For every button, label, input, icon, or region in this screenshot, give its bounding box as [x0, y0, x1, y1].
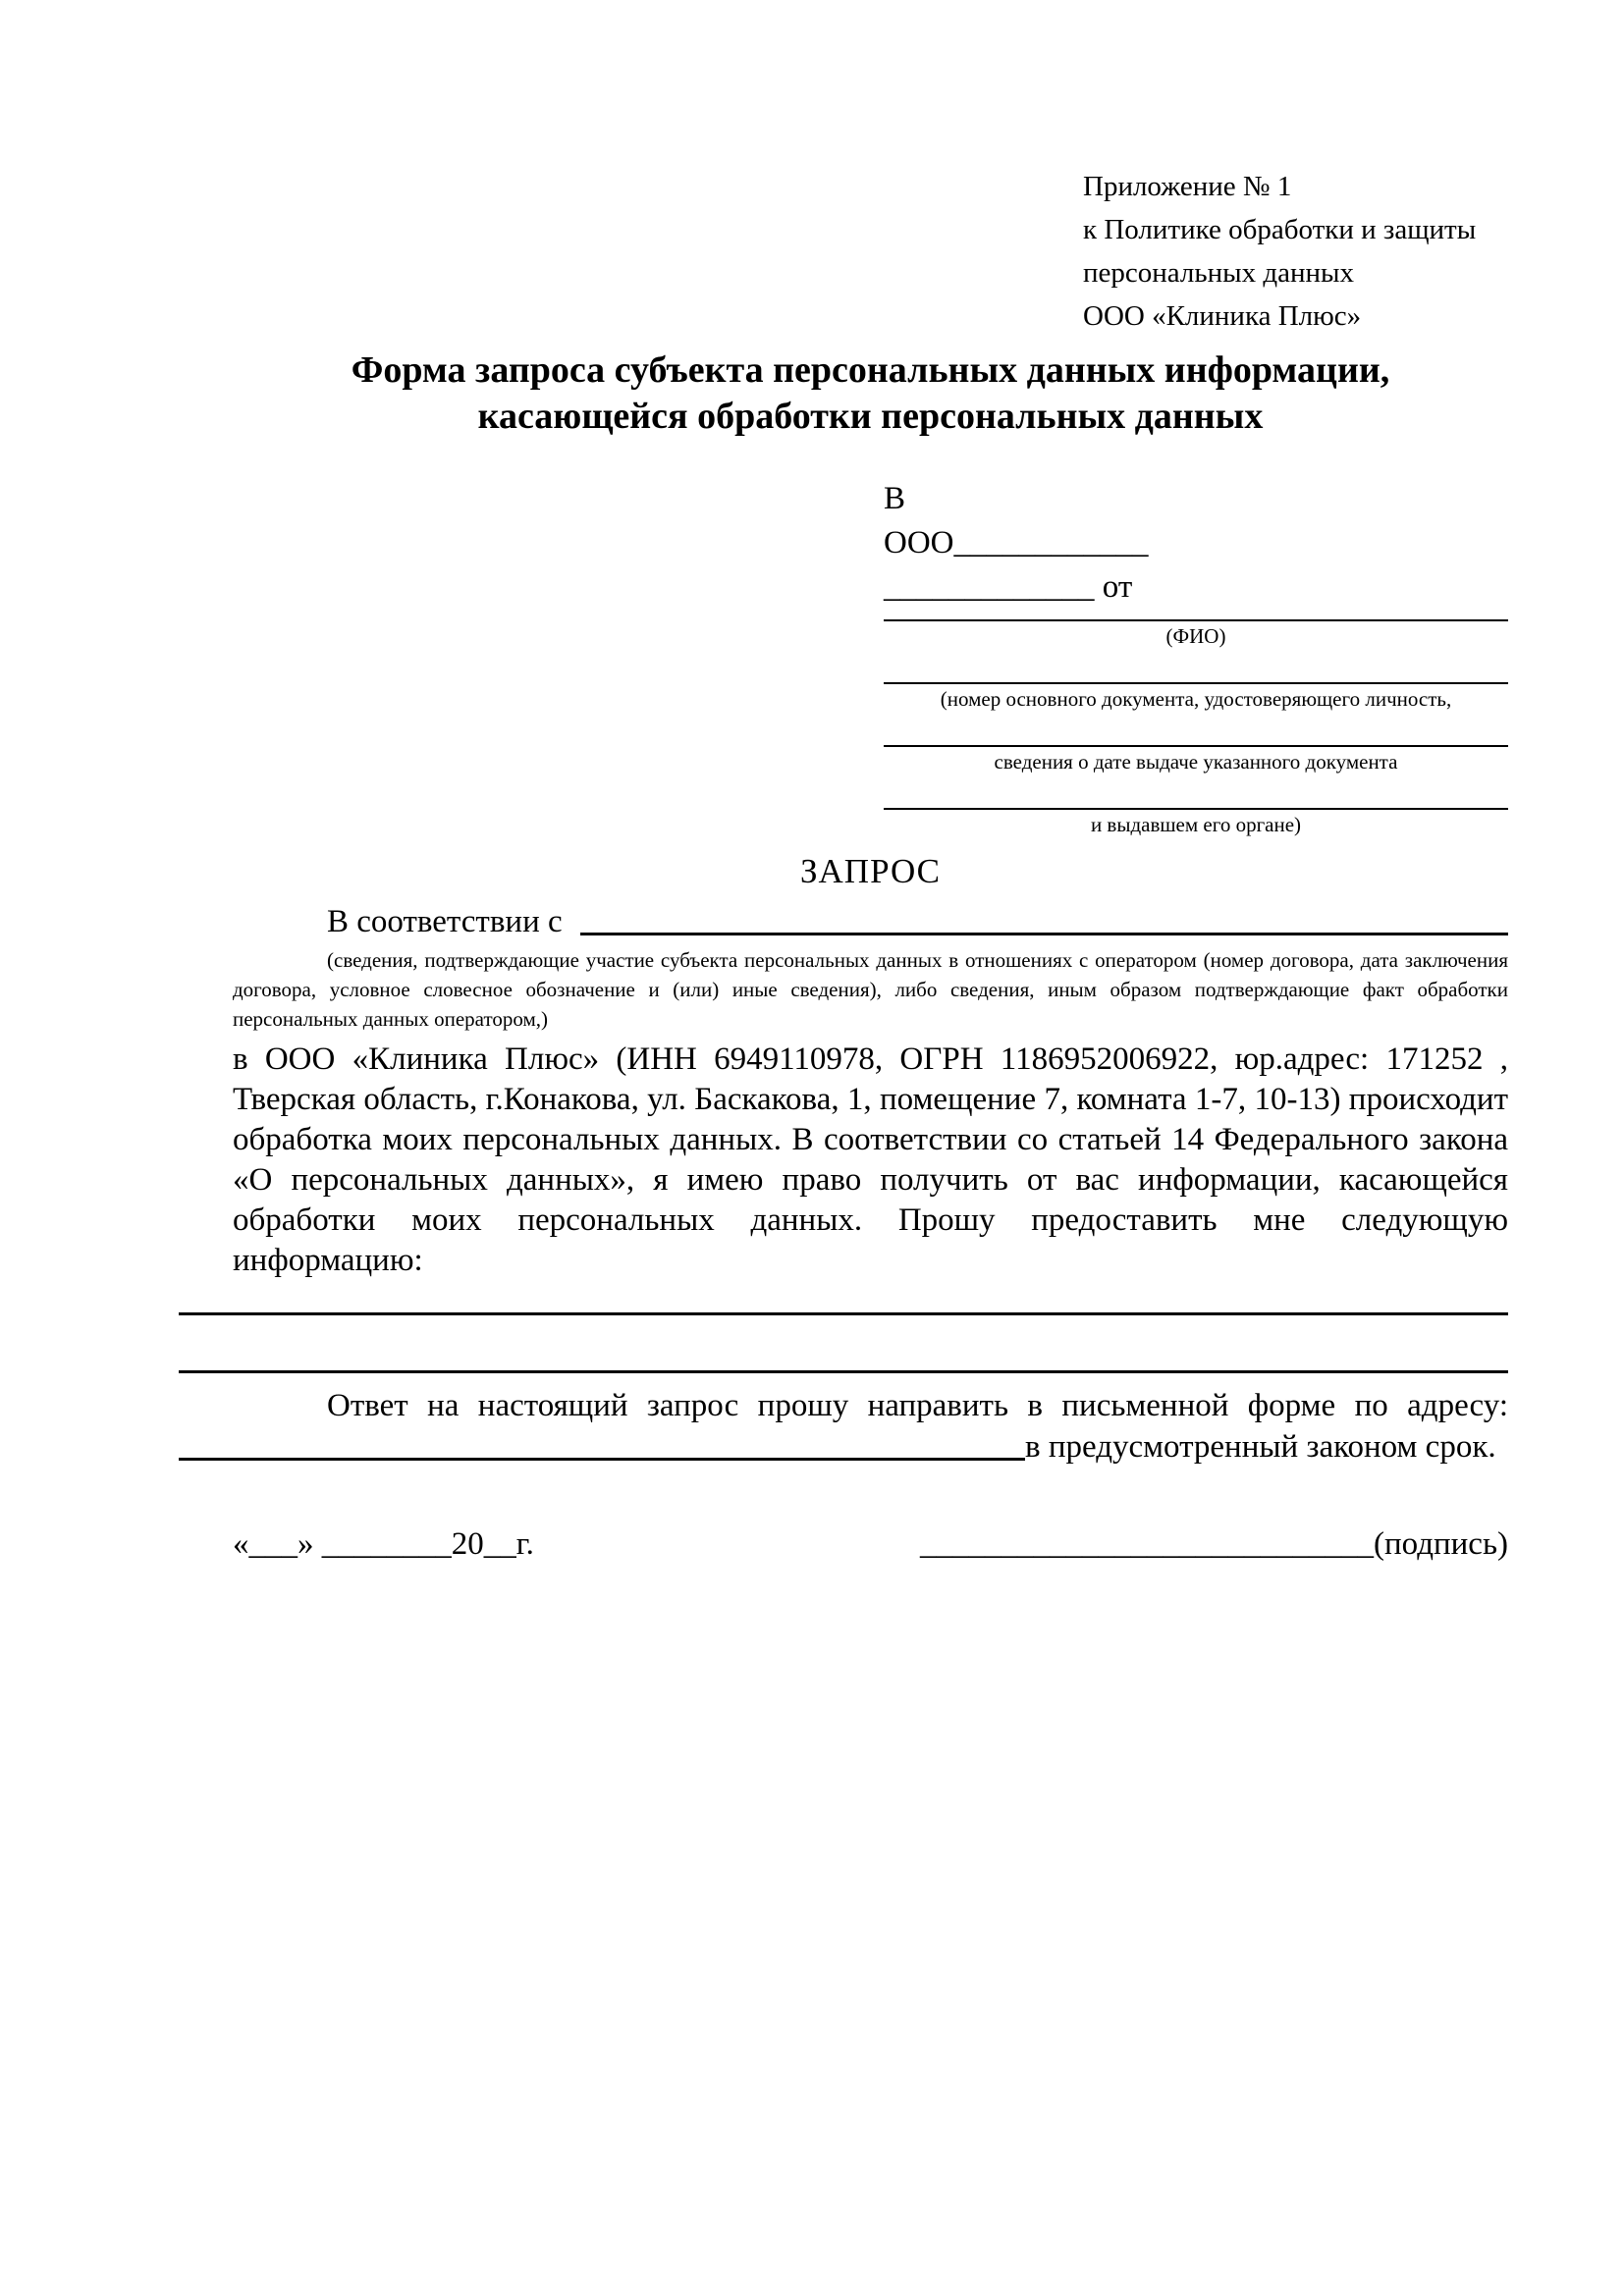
info-field-line-1: [179, 1312, 1508, 1315]
appendix-line-4: ООО «Клиника Плюс»: [1083, 300, 1362, 332]
page-title: [233, 347, 1508, 440]
appendix-line-1: Приложение № 1: [1083, 171, 1292, 202]
request-heading: ЗАПРОС: [799, 852, 942, 890]
from-label: от: [1094, 569, 1133, 605]
addressee-from-field: [884, 565, 1508, 610]
accordance-label: В соответствии с: [327, 904, 570, 939]
date-field: «___» ________20__г.: [233, 1526, 534, 1562]
addressee-ooo-field: ООО____________: [884, 525, 1149, 561]
appendix-header: [1083, 165, 1508, 338]
doc-issue-date-caption: сведения о дате выдаче указанного документа: [994, 750, 1398, 774]
doc-issue-date-field-line: [884, 714, 1508, 747]
doc-authority-field-line: [884, 776, 1508, 810]
date-signature-row: [233, 1522, 1508, 1566]
signature-caption: (подпись): [1374, 1526, 1508, 1562]
response-request-line: Ответ на настоящий запрос прошу направить в письменной форме по адресу:: [327, 1388, 1508, 1423]
addressee-block: [884, 477, 1508, 839]
doc-authority-caption: и выдавшем его органе): [1090, 813, 1302, 836]
from-field-underscores: _____________: [884, 569, 1095, 605]
accordance-field-line: [580, 900, 1508, 935]
page-title-line-1: Форма запроса субъекта персональных данных информации,: [351, 349, 1390, 391]
info-field-line-2: [179, 1370, 1508, 1373]
signature-field-line: ____________________________: [920, 1526, 1374, 1562]
appendix-line-2: к Политике обработки и защиты: [1083, 214, 1477, 245]
fio-field-line: [884, 610, 1508, 621]
legal-note: (сведения, подтверждающие участие субъекта персональных данных в отношениях с оператором (номер договора, дата заключения договора, условное словесное обозначение и (или) иные сведения), либо сведения, иным образом подтверждающие факт обработки персональных данных оператором,): [233, 948, 1508, 1031]
appendix-line-3: персональных данных: [1083, 257, 1355, 289]
fio-caption: (ФИО): [1165, 624, 1226, 648]
page-title-line-2: касающейся обработки персональных данных: [477, 396, 1264, 437]
doc-number-caption: (номер основного документа, удостоверяющего личность,: [940, 687, 1452, 711]
doc-number-field-line: [884, 651, 1508, 684]
response-address-row: [179, 1426, 1508, 1468]
response-suffix: в предусмотренный законом срок.: [1025, 1429, 1496, 1465]
accordance-row: [233, 900, 1508, 943]
signature-field: [920, 1522, 1508, 1566]
request-body-paragraph: в ООО «Клиника Плюс» (ИНН 6949110978, ОГРН 1186952006922, юр.адрес: 171252 , Тверская область, г.Конакова, ул. Баскакова, 1, помещение 7, комната 1-7, 10-13) происходит обработка моих персональных данных. В соответствии со статьей 14 Федерального закона «О персональных данных», я имею право получить от вас информации, касающейся обработки моих персональных данных. Прошу предоставить мне следующую информацию:: [233, 1041, 1508, 1278]
response-address-field-line: [179, 1426, 1025, 1461]
addressee-to-label: В: [884, 481, 906, 516]
